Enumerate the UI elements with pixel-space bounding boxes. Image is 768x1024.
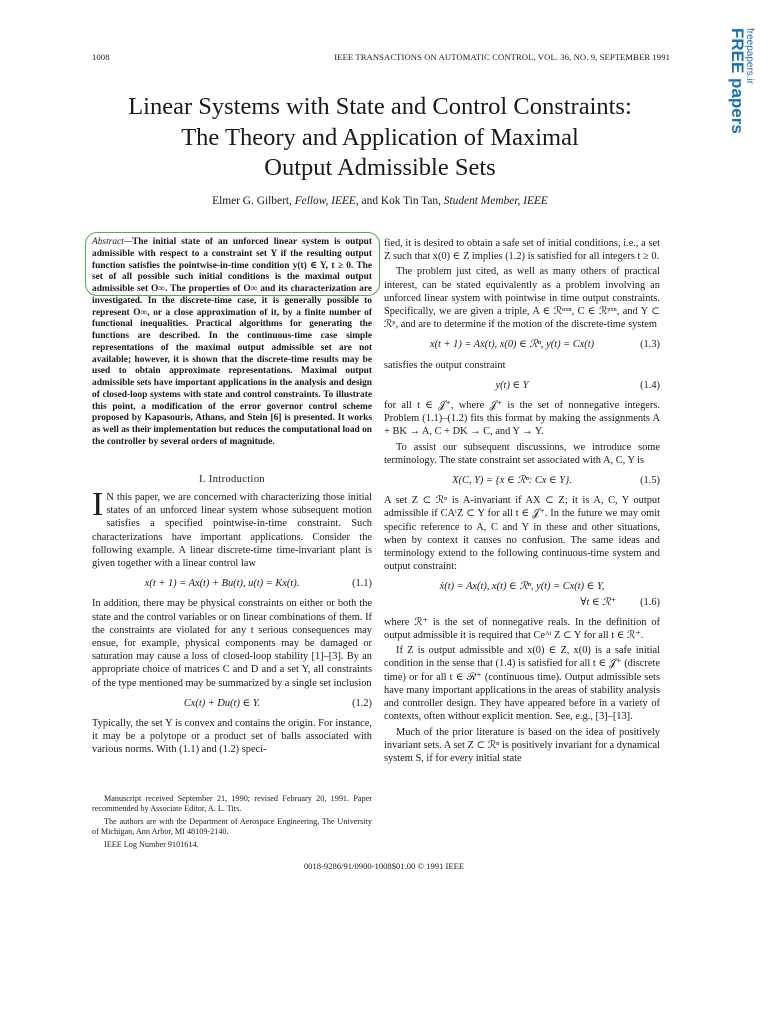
author-2: and Kok Tin Tan, [361,195,441,207]
right-paragraph-2: The problem just cited, as well as many others of practical interest, can be stated equivalently as a problem involving an unforced linear system with pointwise in time output constraints. Specifically, we are given a triple, A ∈ ℛⁿˣⁿ, C ∈ ℛᵖˣⁿ, and Y ⊂ ℛᵖ, and are to determine if the motion of the discrete-time system [384,266,660,331]
equation-1-5-expr: X(C, Y) = {x ∈ ℛⁿ: Cx ∈ Y}. [452,475,572,487]
right-paragraph-6: A set Z ⊂ ℛⁿ is A-invariant if AX ⊂ Z; it is A, C, Y output admissible if CAᵗZ ⊂ Y for all t ∈ 𝒥⁺. In the future we may omit specific reference to A, C and Y in these and other situations, when by context it causes no confusion. The same ideas and terminology extend to the following continuous-time system and output constraint: [384,495,660,573]
equation-1-3-expr: x(t + 1) = Ax(t), x(0) ∈ ℛⁿ, y(t) = Cx(t) [429,339,595,351]
equation-1-6-number: (1.6) [640,596,660,608]
watermark-logo [728,28,764,168]
equation-1-2-number: (1.2) [352,697,372,709]
footnote-line-1: Manuscript received September 21, 1990; revised February 20, 1991. Paper recommended by Associate Editor, A. L. Tits. [92,794,372,814]
equation-1-2 [92,697,372,710]
equation-1-1-expr: x(t + 1) = Ax(t) + Bu(t), u(t) = Kx(t). [144,578,300,590]
watermark-site: freepapers.ir [744,28,755,85]
equation-1-1-number: (1.1) [352,578,372,590]
equation-1-5-number: (1.5) [640,475,660,487]
right-paragraph-5: To assist our subsequent discussions, we introduce some terminology. The state constraint set associated with A, C, Y is [384,441,660,466]
right-paragraph-7: where ℛ⁺ is the set of nonnegative reals. In the definition of output admissible it is required that Ceᴬᵗ Z ⊂ Y for all t ∈ ℛ⁺. [384,616,660,642]
equation-1-6-expr: ẋ(t) = Ax(t), x(t) ∈ ℛⁿ, y(t) = Cx(t) ∈ Y, [439,581,605,593]
footnote-line-3: IEEE Log Number 9101614. [104,839,199,849]
intro-paragraph-3: Typically, the set Y is convex and contains the origin. For instance, it may be a polytope or a product set of balls associated with various norms. With (1.1) and (1.2) speci- [92,718,372,756]
right-paragraph-9: Much of the prior literature is based on the idea of positively invariant sets. A set Z ⊂ ℛⁿ is positively invariant for a dynamical system S, if for every initial state [384,726,660,764]
intro-paragraph-1: N this paper, we are concerned with characterizing those initial states of an unforced linear system whose subsequent motion satisfies a specified pointwise-in-time constraint. Such characterizations have important applications. Consider the following example. A linear discrete-time time-invariant plant is given together with a linear control law [92,492,372,570]
equation-1-4-expr: y(t) ∈ Y [495,379,529,391]
abstract [92,237,372,449]
right-paragraph-1: fied, it is desired to obtain a safe set of initial conditions, i.e., a set Z such that x(0) ∈ Z implies (1.2) is satisfied for all integers t ≥ 0. [384,238,660,263]
abstract-text: The initial state of an unforced linear system is output admissible with respect to a constraint set Y if the resulting output function satisfies the pointwise-in-time condition y(t) ∈ Y, t ≥ 0. The set of all possible such initial conditions is the maximal output admissible set O∞. The properties of O∞ and its characterization are investigated. In the discrete-time case, it is generally possible to represent O∞, or a close approximation of it, by a finite number of functional inequalities. Practical algorithms for generating the functions are described. In the continuous-time case simple representations of the maximal output admissible set are not available; however, it is shown that the discrete-time results may be used to obtain approximate representations. Maximal output admissible sets have important applications in the analysis and design of closed-loop systems with state and control constraints. To illustrate this point, a modification of the error governor control scheme proposed by Kapasouris, Athans, and Stein [6] is presented. It works as well as their implementation but reduces the computational load on the controller by several orders of magnitude. [92,237,372,447]
author-1-role: Fellow, IEEE, [294,195,359,207]
copyright-footer: 0018-9286/91/0900-1008$01.00 © 1991 IEEE [303,861,465,871]
introduction-text [92,486,372,759]
equation-1-3-number: (1.3) [640,339,660,351]
author-line [60,195,700,207]
right-paragraph-8: If Z is output admissible and x(0) ∈ Z, x(0) is a safe initial condition in the sense that (1.4) is satisfied for all t ∈ 𝒥⁺ (discrete time) or for all t ∈ ℛ⁺ (continuous time). Output admissible sets have many important applications in the areas of stability analysis and controller design. They have appeared before in a variety of contexts, often without explicit mention. See, e.g., [3]–[13]. [384,645,660,723]
equation-1-1 [92,577,372,590]
journal-header: IEEE TRANSACTIONS ON AUTOMATIC CONTROL, VOL. 36, NO. 9, SEPTEMBER 1991 [334,52,670,62]
equation-1-4 [384,379,660,392]
author-2-role: Student Member, IEEE [443,195,548,207]
title-line-2: The Theory and Application of Maximal [181,123,579,151]
equation-1-3 [384,338,660,351]
abstract-lead: Abstract— [92,237,133,247]
equation-1-5 [384,474,660,487]
watermark-brand: FREE papers [728,28,747,134]
right-column-text [384,237,660,767]
drop-cap: I [92,486,104,523]
right-paragraph-3: satisfies the output constraint [384,359,506,371]
equation-1-4-number: (1.4) [640,379,660,391]
intro-paragraph-2: In addition, there may be physical constraints on either or both the state and the control variables or on linear combinations of them. If the constraints are violated for any t serious consequences may ensue, for example, physical components may be damaged or saturation may cause a loss of closed-loop stability [1]–[3]. By an appropriate choice of matrices C and D and a set Y, all constraints of the type mentioned may be summarized by a single set inclusion [92,598,372,689]
equation-1-6 [384,580,660,593]
title-line-1: Linear Systems with State and Control Constraints: [128,93,632,120]
right-paragraph-4: for all t ∈ 𝒥⁺, where 𝒥⁺ is the set of nonnegative integers. Problem (1.1)–(1.2) fits this format by making the assignments A + BK → A, C + DK → C, and Y → Y. [384,400,660,438]
paper-title [60,92,700,184]
title-line-3: Output Admissible Sets [264,154,496,181]
author-1: Elmer G. Gilbert, [212,195,292,207]
footnote [92,794,372,852]
page-number: 1008 [92,52,110,62]
equation-1-2-expr: Cx(t) + Du(t) ∈ Y. [183,697,261,709]
footnote-line-2: The authors are with the Department of Aerospace Engineering, The University of Michigan, Ann Arbor, MI 48109-2140. [92,816,372,837]
section-heading-introduction: I. Introduction [198,474,266,485]
equation-1-6-quantifier: ∀t ∈ ℛ⁺ [580,596,617,608]
equation-1-6-line-2 [384,596,660,609]
